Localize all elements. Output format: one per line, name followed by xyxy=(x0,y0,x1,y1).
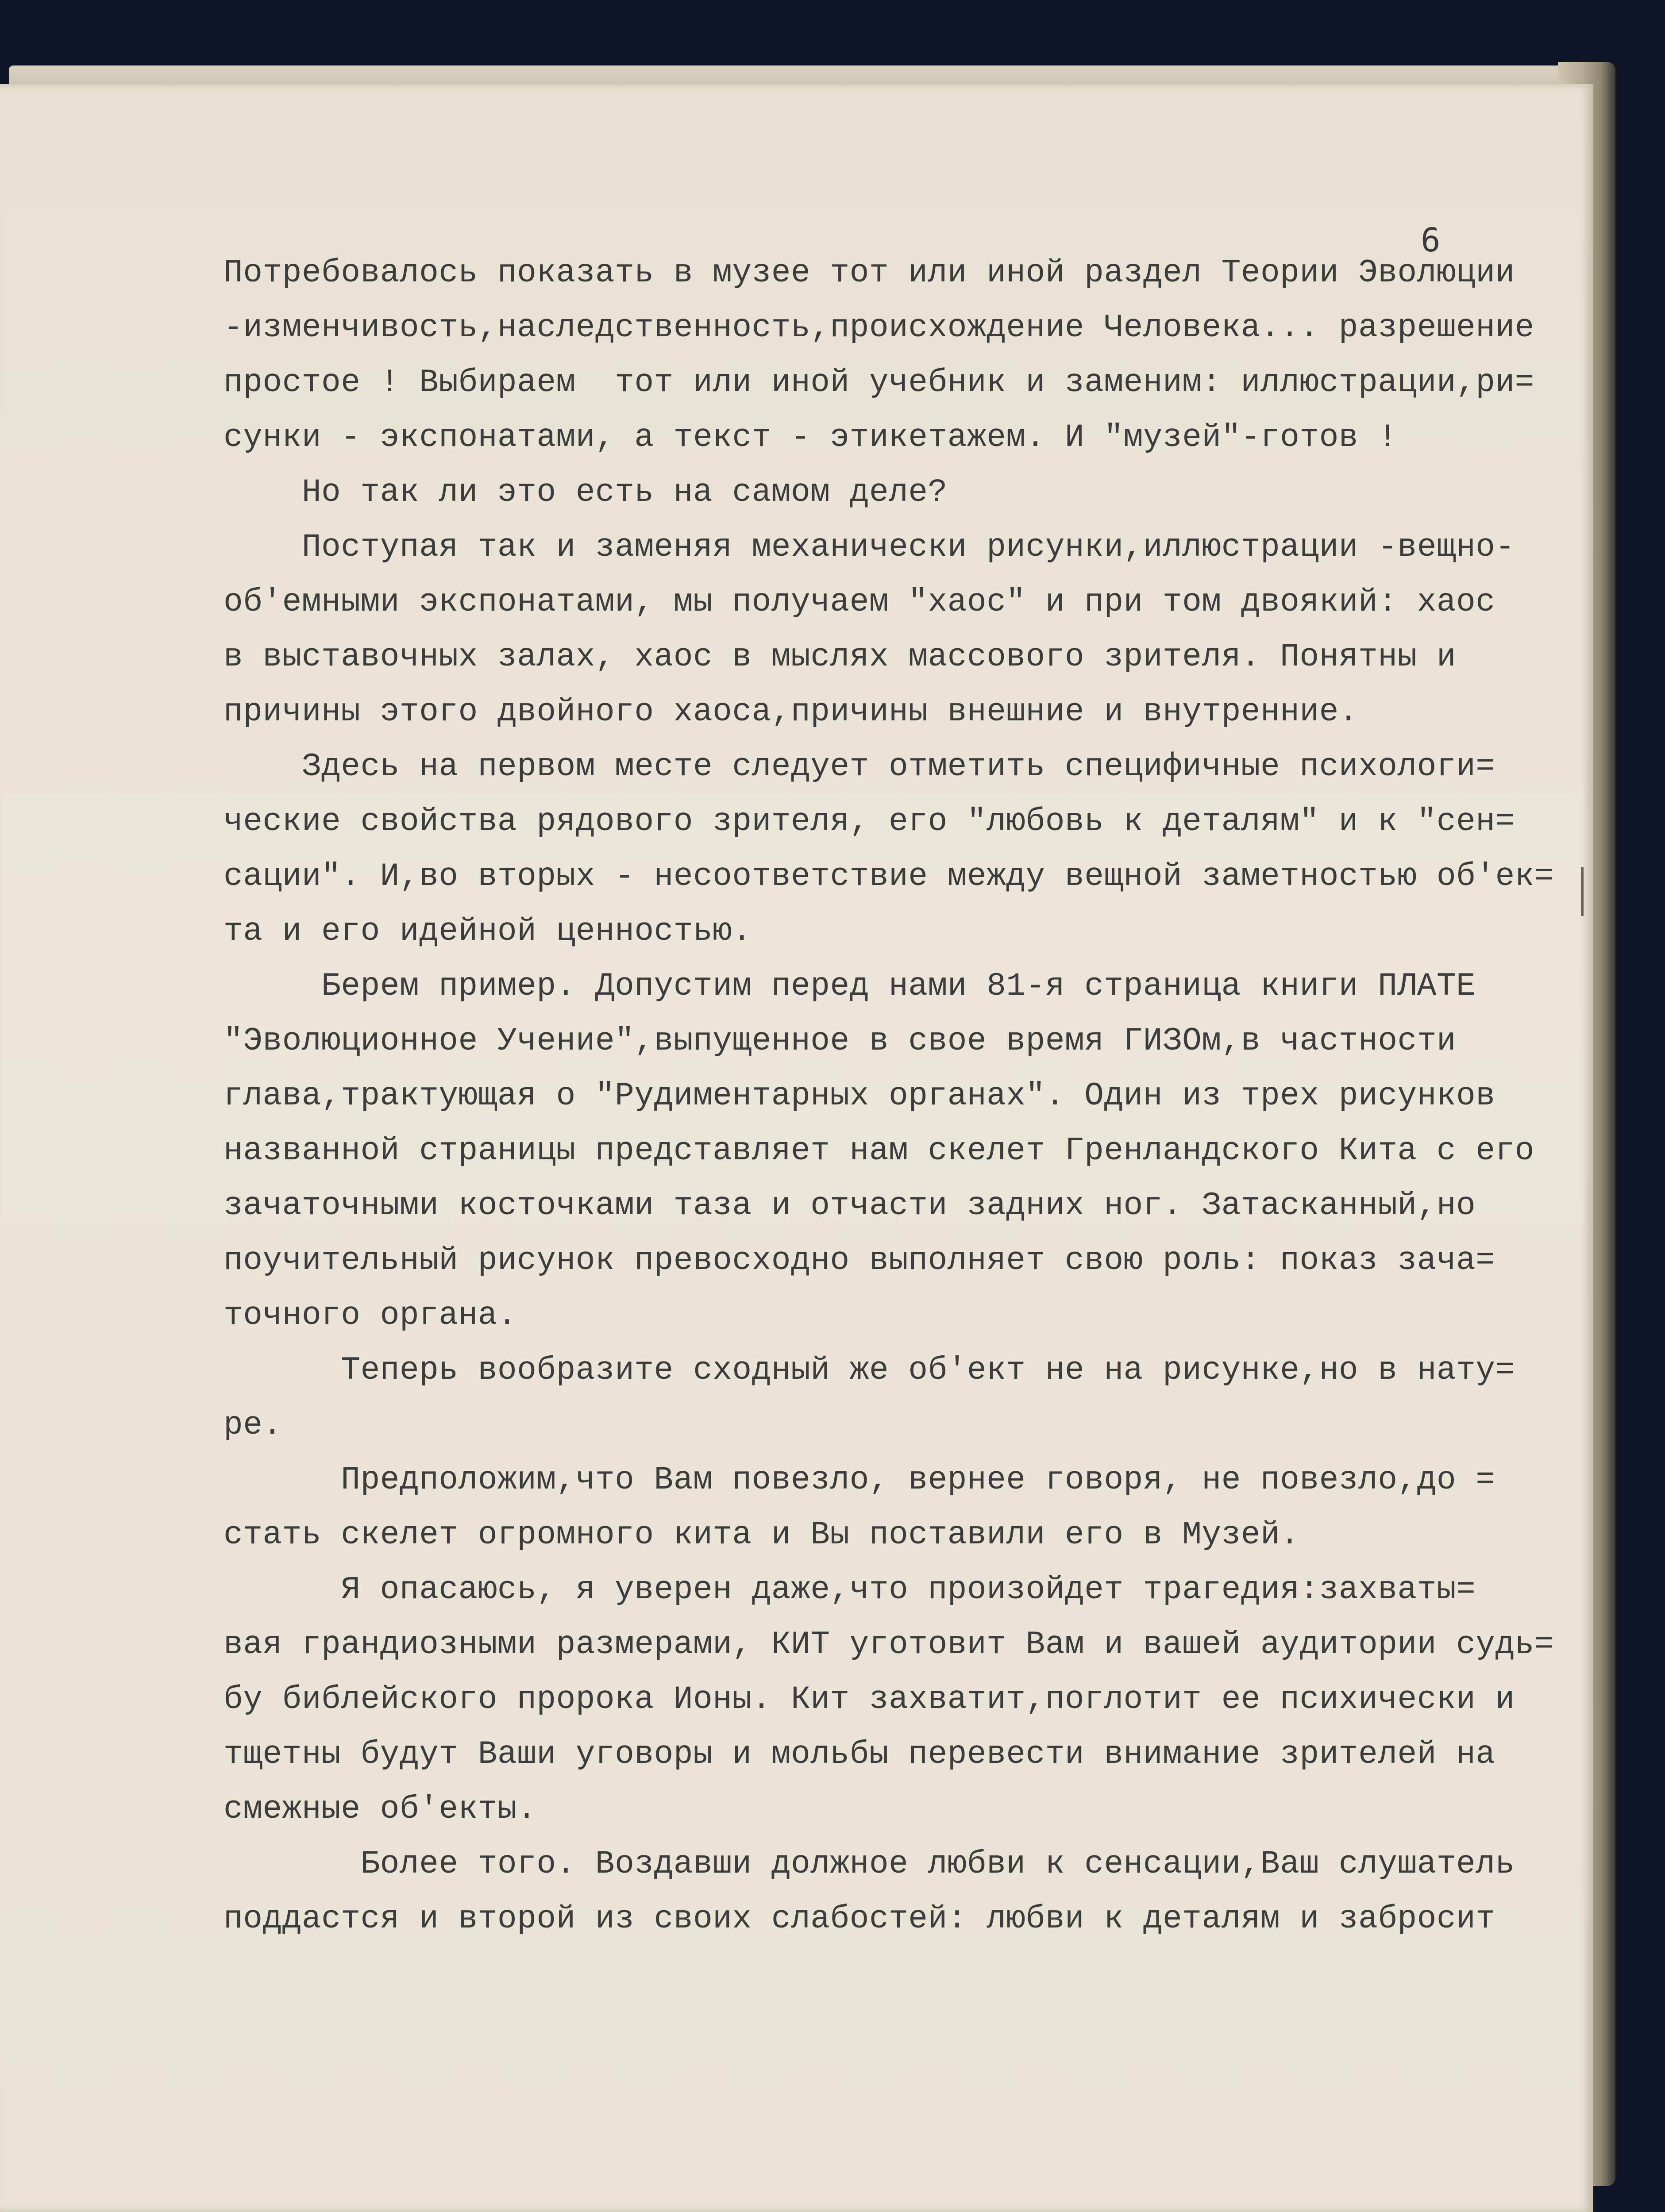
text-line: точного органа. xyxy=(224,1297,517,1334)
text-line: тщетны будут Ваши уговоры и мольбы перевести внимание зрителей на xyxy=(224,1736,1495,1773)
text-line: сации". И,во вторых - несоответствие между вещной заметностью об'ек= xyxy=(224,858,1554,895)
text-line: простое ! Выбираем тот или иной учебник и заменим: иллюстрации,ри= xyxy=(224,364,1534,401)
text-line: Потребовалось показать в музее тот или иной раздел Теории Эволюции xyxy=(224,254,1515,291)
text-line: зачаточными косточками таза и отчасти задних ног. Затасканный,но xyxy=(224,1187,1476,1224)
text-line: глава,трактующая о "Рудиментарных органах". Один из трех рисунков xyxy=(224,1077,1495,1114)
text-line: причины этого двойного хаоса,причины внешние и внутренние. xyxy=(224,693,1359,730)
text-line: смежные об'екты. xyxy=(224,1791,537,1827)
text-line: ческие свойства рядового зрителя, его "любовь к деталям" и к "сен= xyxy=(224,803,1515,840)
text-line: "Эволюционное Учение",выпущенное в свое время ГИЗОм,в частности xyxy=(224,1023,1457,1059)
text-line: в выставочных залах, хаос в мыслях массового зрителя. Понятны и xyxy=(224,639,1457,675)
text-line: вая грандиозными размерами, КИТ уготовит Вам и вашей аудитории судь= xyxy=(224,1626,1554,1663)
text-line: об'емными экспонатами, мы получаем "хаос" и при том двоякий: хаос xyxy=(224,584,1495,620)
text-line: та и его идейной ценностью. xyxy=(224,913,752,950)
typewritten-body xyxy=(224,246,1587,1947)
text-line: ре. xyxy=(224,1407,282,1443)
text-line: поучительный рисунок превосходно выполняет свою роль: показ зача= xyxy=(224,1242,1495,1279)
text-line: Поступая так и заменяя механически рисунки,иллюстрации -вещно- xyxy=(224,529,1515,566)
text-line: Но так ли это есть на самом деле? xyxy=(224,474,948,511)
text-line: Здесь на первом месте следует отметить специфичные психологи= xyxy=(224,748,1495,785)
text-line: Берем пример. Допустим перед нами 81-я страница книги ПЛАТЕ xyxy=(224,968,1476,1004)
page-number: 6 xyxy=(1421,221,1441,259)
text-line: поддастся и второй из своих слабостей: любви к деталям и забросит xyxy=(224,1900,1495,1937)
margin-pencil-mark xyxy=(1581,867,1584,916)
text-line: стать скелет огромного кита и Вы поставили его в Музей. xyxy=(224,1516,1300,1553)
text-line: бу библейского пророка Ионы. Кит захватит,поглотит ее психически и xyxy=(224,1681,1515,1718)
text-line: сунки - экспонатами, а текст - этикетажем. И "музей"-готов ! xyxy=(224,419,1398,456)
text-line: Я опасаюсь, я уверен даже,что произойдет трагедия:захваты= xyxy=(224,1571,1476,1608)
text-line: Предположим,что Вам повезло, вернее говоря, не повезло,до = xyxy=(224,1462,1495,1498)
text-line: Теперь вообразите сходный же об'ект не на рисунке,но в нату= xyxy=(224,1352,1515,1389)
text-line: Более того. Воздавши должное любви к сенсации,Ваш слушатель xyxy=(224,1846,1515,1882)
text-line: названной страницы представляет нам скелет Гренландского Кита с его xyxy=(224,1132,1534,1169)
text-line: -изменчивость,наследственность,происхождение Человека... разрешение xyxy=(224,309,1534,346)
